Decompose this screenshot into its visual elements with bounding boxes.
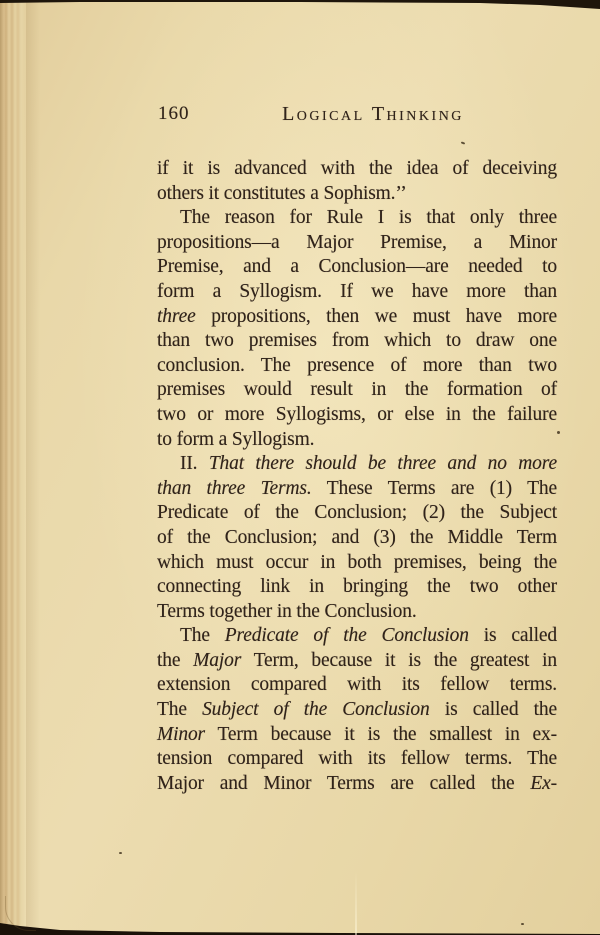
text-line (157, 526, 557, 551)
italic-text-segment: three (157, 305, 196, 327)
text-segment: if it is advanced with the idea of deceiving (157, 158, 557, 179)
text-segment: tension compared with its fellow terms. The (157, 748, 557, 770)
text-segment: of the Conclusion; and (3) the Middle Term (157, 526, 557, 548)
book-page-edge (0, 0, 26, 935)
ink-speck (521, 923, 524, 925)
ink-speck (557, 431, 560, 434)
text-line (157, 477, 557, 502)
text-line (157, 747, 557, 772)
text-segment: propositions, then we must have more (195, 305, 557, 327)
text-line (157, 600, 557, 625)
italic-text-segment: Minor (157, 723, 206, 745)
text-line (157, 378, 557, 403)
page-text (157, 157, 557, 796)
printed-area (157, 104, 557, 796)
text-line (157, 157, 557, 182)
text-segment: The (157, 699, 203, 721)
italic-text-segment: than three Terms. (157, 477, 312, 499)
text-segment: two or more Syllogisms, or else in the failure (157, 403, 557, 425)
text-line (157, 723, 557, 748)
text-segment: the (157, 649, 194, 671)
text-segment: premises would result in the formation of (157, 379, 557, 401)
text-line (157, 206, 557, 231)
text-segment: conclusion. The presence of more than two (157, 354, 557, 376)
text-line (157, 772, 557, 797)
text-segment: These Terms are (1) The (311, 477, 558, 499)
italic-text-segment: Predicate of the Conclusion (224, 625, 469, 647)
italic-text-segment: That there should be three and no more (208, 453, 558, 475)
text-line (157, 698, 557, 723)
text-line (157, 452, 557, 477)
scan-edge-top (0, 0, 600, 10)
scan-edge-bottom (0, 923, 600, 935)
text-segment: Terms together in the Conclusion. (157, 600, 417, 622)
text-segment: which must occur in both premises, being the (157, 551, 557, 573)
text-line (157, 255, 557, 280)
text-line (157, 354, 557, 379)
text-line (157, 182, 557, 207)
italic-text-segment: Major (193, 649, 242, 671)
text-segment: The (180, 625, 225, 647)
text-segment: connecting link in bringing the two other (157, 576, 557, 598)
text-line (157, 551, 557, 576)
text-segment: is called the (429, 699, 557, 721)
text-line (157, 501, 557, 526)
text-line (157, 280, 557, 305)
text-line (157, 329, 557, 354)
page-crease (355, 871, 357, 935)
text-segment: II. (180, 453, 209, 475)
text-segment: Major and Minor Terms are called the (157, 772, 531, 794)
text-segment: propositions—a Major Premise, a Minor (157, 231, 557, 253)
text-line (157, 403, 557, 428)
italic-text-segment: Ex- (530, 772, 557, 794)
text-segment: is called (468, 625, 558, 647)
text-line (157, 649, 557, 674)
italic-text-segment: Subject of the Conclusion (202, 699, 430, 721)
text-segment: Predicate of the Conclusion; (2) the Subject (157, 502, 557, 524)
text-line (157, 305, 557, 330)
text-segment: Term, because it is the greatest in (241, 649, 557, 671)
text-segment: than two premises from which to draw one (157, 330, 557, 352)
page-number: 160 (158, 103, 190, 124)
running-head (157, 104, 557, 124)
text-line (157, 231, 557, 256)
text-segment: form a Syllogism. If we have more than (157, 280, 557, 302)
text-line (157, 624, 557, 649)
text-line (157, 575, 557, 600)
ink-speck (119, 852, 122, 854)
text-line (157, 673, 557, 698)
text-segment: to form a Syllogism. (157, 428, 315, 450)
text-segment: others it constitutes a Sophism.’’ (157, 182, 407, 204)
running-title: Logical Thinking (282, 103, 464, 125)
text-segment: Premise, and a Conclusion—are needed to (157, 256, 557, 278)
text-line (157, 428, 557, 453)
text-segment: The reason for Rule I is that only three (180, 207, 557, 229)
text-segment: extension compared with its fellow terms. (157, 674, 557, 696)
text-segment: Term because it is the smallest in ex- (205, 723, 557, 745)
